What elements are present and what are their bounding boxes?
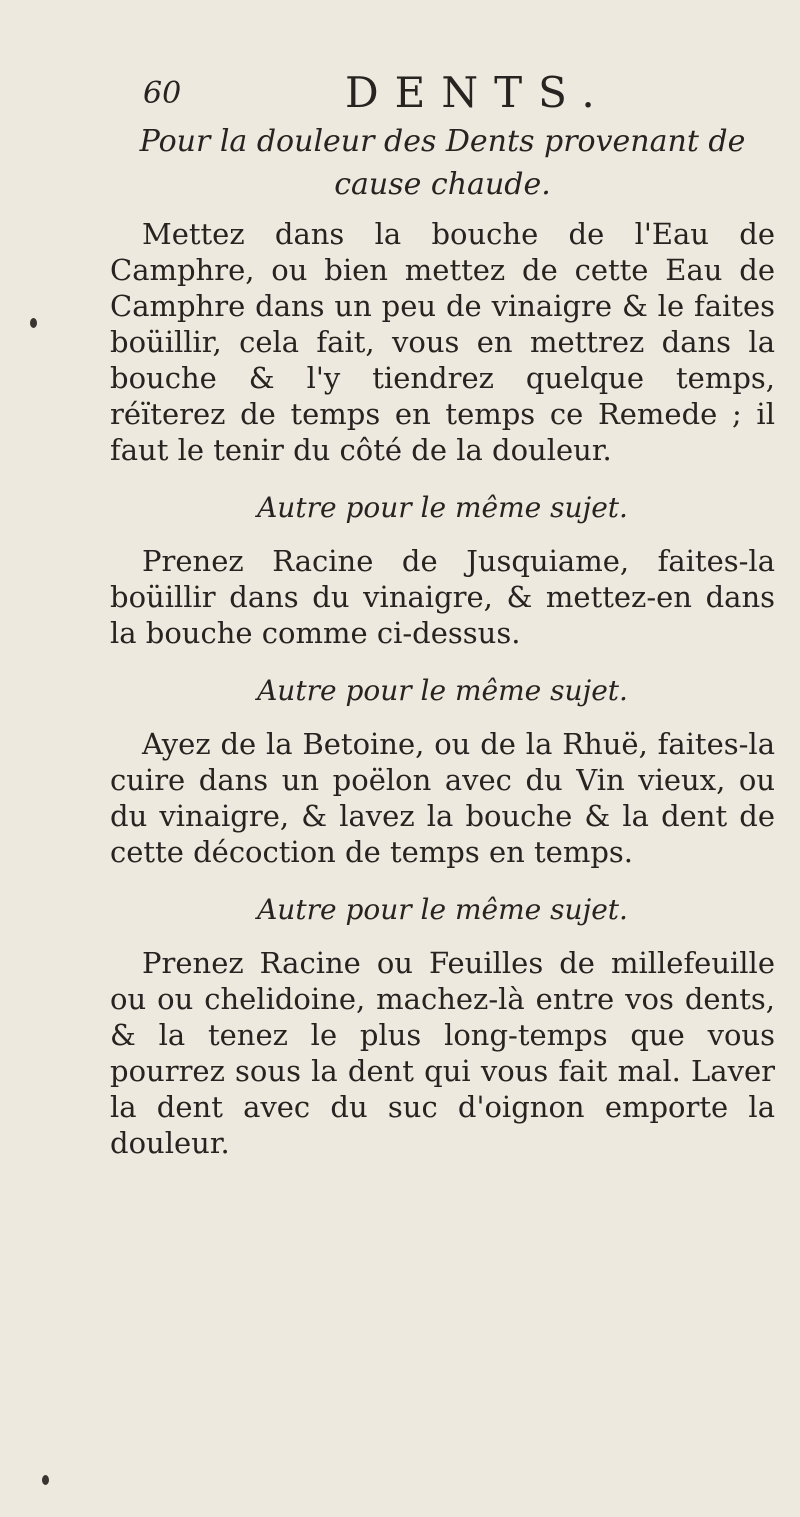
page-number: 60 — [143, 76, 182, 111]
section-paragraph: Ayez de la Betoine, ou de la Rhuë, faites-la cuire dans un poëlon avec du Vin vieux, ou du vinaigre, & lavez la bouche & la dent de cette décoction de temps en temps. — [110, 727, 775, 869]
section — [110, 888, 775, 1161]
section — [110, 486, 775, 651]
section-title: Autre pour le même sujet. — [257, 491, 628, 524]
page-content — [110, 120, 775, 1161]
section-title: Autre pour le même sujet. — [257, 674, 628, 707]
section-title: Pour la douleur des Dents provenant de cause chaude. — [139, 124, 746, 202]
section — [110, 669, 775, 870]
running-head: DENTS. — [345, 68, 611, 117]
section-paragraph: Prenez Racine ou Feuilles de millefeuille ou ou chelidoine, machez-là entre vos dents, & la tenez le plus long-temps que vous pourrez sous la dent qui vous fait mal. Laver la dent avec du suc d'oignon emporte la douleur. — [110, 946, 775, 1160]
section-paragraph: Prenez Racine de Jusquiame, faites-la boüillir dans du vinaigre, & mettez-en dans la bouche comme ci-dessus. — [110, 544, 775, 650]
section-paragraph: Mettez dans la bouche de l'Eau de Camphre, ou bien mettez de cette Eau de Camphre dans un peu de vinaigre & le faites boüillir, cela fait, vous en mettrez dans la bouche & l'y tiendrez quelque temps, réïterez de temps en temps ce Remede ; il faut le tenir du côté de la douleur. — [110, 217, 775, 467]
ink-mark — [30, 318, 37, 328]
section-title: Autre pour le même sujet. — [257, 893, 628, 926]
ink-mark — [42, 1475, 49, 1485]
section — [110, 120, 775, 468]
page-header — [0, 62, 800, 122]
